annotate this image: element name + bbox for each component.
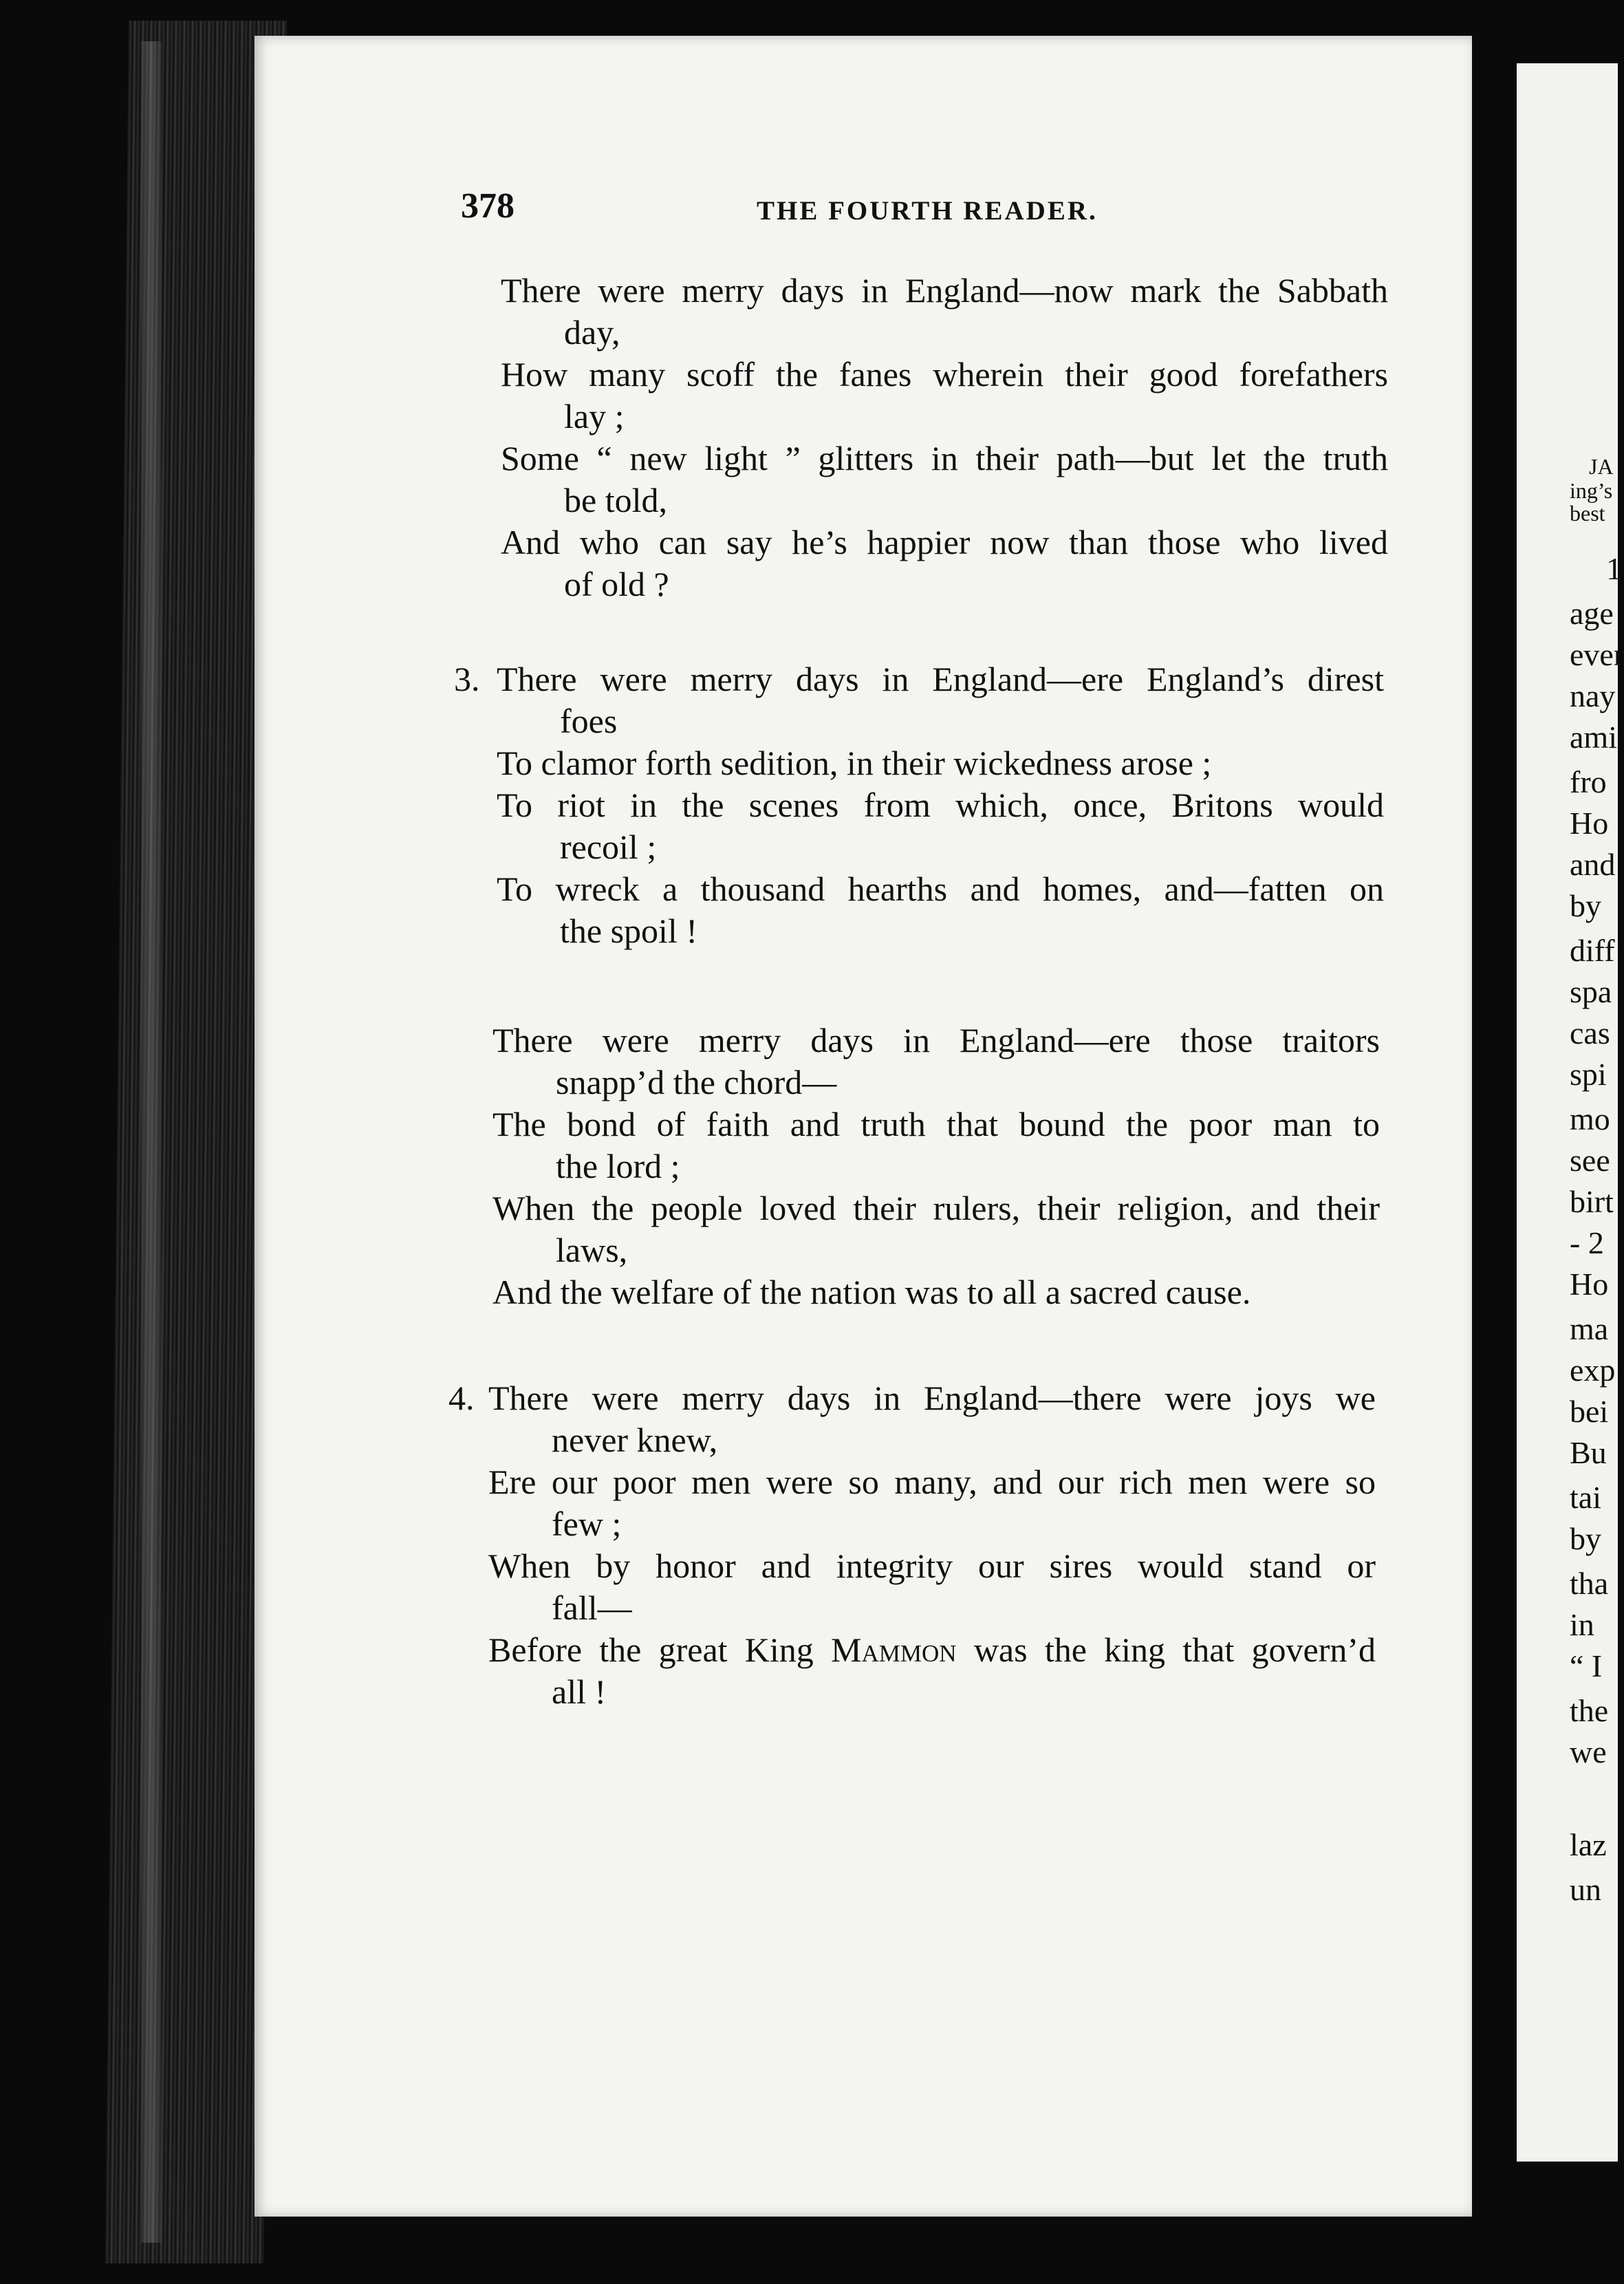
facing-page-fragment: Ho xyxy=(1570,806,1609,841)
facing-page-fragment: in xyxy=(1570,1607,1594,1642)
facing-page-fragment: exp xyxy=(1570,1353,1616,1388)
verse-line: There were merry days in England—ere England’s direst xyxy=(497,660,1384,698)
facing-page-fragment: ami xyxy=(1570,720,1617,755)
book-page xyxy=(255,36,1472,2217)
facing-page-fragment: the xyxy=(1570,1693,1609,1728)
small-caps-word: Mammon xyxy=(831,1630,957,1669)
verse-line: There were merry days in England—ere those traitors xyxy=(492,1021,1380,1059)
verse-line: There were merry days in England—now mark the Sabbath xyxy=(501,271,1388,310)
facing-page-fragment: un xyxy=(1570,1872,1601,1907)
facing-page-fragment: ever xyxy=(1570,637,1624,672)
verse-continuation: laws, xyxy=(556,1231,628,1269)
page-number: 378 xyxy=(461,186,515,226)
verse-continuation: the lord ; xyxy=(556,1147,680,1185)
verse-line: There were merry days in England—there were joys we xyxy=(488,1379,1376,1417)
facing-page-fragment: spi xyxy=(1570,1057,1607,1092)
facing-page-fragment: ma xyxy=(1570,1311,1609,1346)
verse-line: How many scoff the fanes wherein their good forefathers xyxy=(501,355,1388,394)
facing-page-fragment: Bu xyxy=(1570,1435,1607,1470)
verse-continuation: few ; xyxy=(552,1505,622,1543)
verse-line: And the welfare of the nation was to all a sacred cause. xyxy=(492,1273,1251,1311)
verse-line: Some “ new light ” glitters in their path—but let the truth xyxy=(501,439,1388,477)
facing-page-fragment: diff xyxy=(1570,933,1615,968)
facing-page-fragment: “ I xyxy=(1570,1648,1603,1683)
facing-page-fragment: age xyxy=(1570,596,1614,631)
verse-continuation: fall— xyxy=(552,1588,632,1627)
running-title: THE FOURTH READER. xyxy=(757,196,1098,226)
verse-line: Before the great King Mammon was the king that govern’d xyxy=(488,1630,1376,1669)
facing-page-fragment: we xyxy=(1570,1734,1607,1769)
facing-page-fragment: fro xyxy=(1570,764,1607,799)
facing-page-fragment: by xyxy=(1570,888,1601,923)
facing-page-fragment: and xyxy=(1570,847,1616,882)
verse-continuation: all ! xyxy=(552,1672,607,1711)
verse-continuation: be told, xyxy=(564,481,667,519)
verse-continuation: foes xyxy=(560,702,618,740)
verse-continuation: snapp’d the chord— xyxy=(556,1063,837,1101)
facing-page-fragment: tha xyxy=(1570,1566,1609,1601)
verse-line: When by honor and integrity our sires would stand or xyxy=(488,1547,1376,1585)
verse-line: And who can say he’s happier now than those who lived xyxy=(501,523,1388,561)
verse-line: Ere our poor men were so many, and our rich men were so xyxy=(488,1463,1376,1501)
verse-continuation: never knew, xyxy=(552,1421,718,1459)
facing-page-fragment: 1 xyxy=(1606,551,1622,586)
facing-page-fragment: by xyxy=(1570,1521,1601,1556)
verse-continuation: day, xyxy=(564,313,620,352)
facing-page-fragment: Ho xyxy=(1570,1267,1609,1302)
facing-page-fragment: laz xyxy=(1570,1827,1607,1862)
verse-continuation: lay ; xyxy=(564,397,625,435)
verse-line: To riot in the scenes from which, once, Britons would xyxy=(497,786,1384,824)
facing-page-fragment: nay xyxy=(1570,678,1616,713)
stanza-number: 4. xyxy=(448,1379,475,1417)
stanza-number: 3. xyxy=(454,660,480,698)
facing-page-fragment: cas xyxy=(1570,1015,1610,1051)
facing-page-fragment: spa xyxy=(1570,974,1612,1009)
book-edge-highlight xyxy=(141,41,162,2243)
verse-line: The bond of faith and truth that bound the poor man to xyxy=(492,1105,1380,1143)
verse-line: To wreck a thousand hearths and homes, and—fatten on xyxy=(497,870,1384,908)
facing-page-fragment: tai xyxy=(1570,1480,1601,1515)
facing-page-fragment: see xyxy=(1570,1143,1610,1178)
facing-page-fragment: JA xyxy=(1589,454,1614,479)
facing-page-fragment: birt xyxy=(1570,1184,1614,1219)
verse-line: To clamor forth sedition, in their wickedness arose ; xyxy=(497,744,1212,782)
verse-continuation: of old ? xyxy=(564,565,669,603)
facing-page-fragment: mo xyxy=(1570,1101,1610,1136)
verse-continuation: the spoil ! xyxy=(560,912,697,950)
facing-page-fragment: - 2 xyxy=(1570,1225,1604,1260)
facing-page-fragment: best xyxy=(1570,501,1605,526)
facing-page-fragment: ing’s xyxy=(1570,478,1613,503)
verse-line: When the people loved their rulers, their religion, and their xyxy=(492,1189,1380,1227)
verse-continuation: recoil ; xyxy=(560,828,657,866)
facing-page-fragment: bei xyxy=(1570,1394,1609,1429)
